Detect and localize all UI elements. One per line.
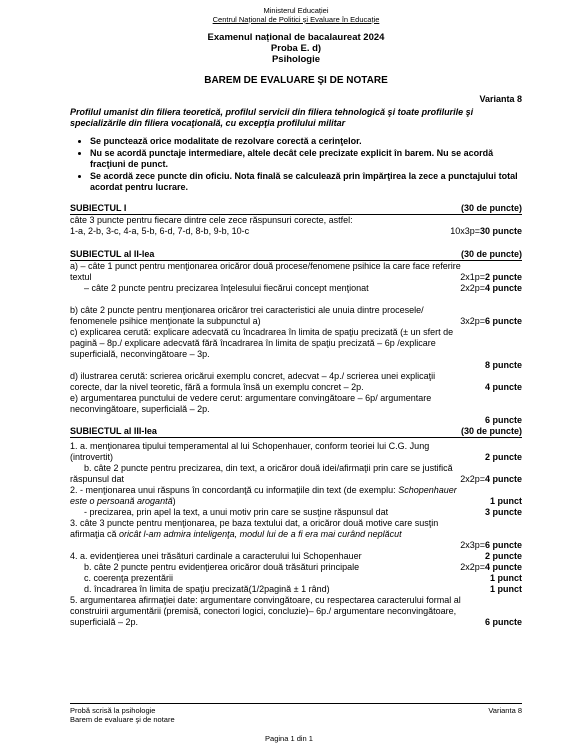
s3-q4d-row bbox=[70, 584, 522, 595]
s3-q1a-row bbox=[70, 452, 522, 463]
footer-left-2: Barem de evaluare şi de notare bbox=[70, 715, 175, 724]
s3-q4a: 4. a. evidenţierea unei trăsături cardinale a caracterului lui Schopenhauer bbox=[70, 551, 362, 561]
s3-q4b: b. câte 2 puncte pentru evidenţierea oricăror două trăsături principale bbox=[84, 562, 360, 572]
score: 6 puncte bbox=[484, 316, 522, 326]
s3-q5c: superficială – 2p. bbox=[70, 617, 139, 627]
varianta-label: Varianta 8 bbox=[479, 94, 522, 104]
s2-d-row bbox=[70, 382, 522, 393]
score-prefix: 2x3p= bbox=[460, 540, 485, 550]
s2-b2: fenomenele psihice menţionate la subpunctul a) bbox=[70, 316, 261, 326]
s3-q2a2-end: ) bbox=[172, 496, 176, 506]
s2-a1: a) – câte 1 punct pentru menţionarea oricăror două procese/fenomene psihice la care face referire bbox=[70, 261, 461, 271]
score: 2 puncte bbox=[484, 452, 522, 462]
s3-q1b2: răspunsul dat bbox=[70, 474, 125, 484]
s2-d2: corecte, dar la nivel teoretic, fără a formula însă un exemplu concret – 2p. bbox=[70, 382, 364, 392]
subject-title: Psihologie bbox=[271, 54, 321, 65]
section-1-heading bbox=[70, 203, 522, 215]
score-prefix: 10x3p= bbox=[450, 226, 480, 236]
s2-e2: neconvingătoare, superficială – 2p. bbox=[70, 404, 210, 414]
s2-a1b: textul bbox=[70, 272, 92, 282]
exam-title: Examenul național de bacalaureat 2024 bbox=[207, 32, 385, 43]
s2-d1: d) ilustrarea cerută: scrierea oricărui exemplu concret, adecvat – 4p./ scrierea unei explicaţii bbox=[70, 371, 436, 381]
s3-q2a-example: Schopenhauer bbox=[398, 485, 457, 495]
s3-q3b bbox=[70, 529, 522, 540]
s2-c1: c) explicarea cerută: explicare adecvată cu încadrarea în limita de spaţiu precizată (± un sfert de bbox=[70, 327, 454, 337]
score: 2 puncte bbox=[484, 272, 522, 282]
score: 6 puncte bbox=[484, 540, 522, 550]
s3-q3-score-row bbox=[70, 540, 522, 551]
profil-text: Profilul umanist din filiera teoretică, profilul servicii din filiera tehnologică şi toate profilurile şi specializările din filiera vocaţională, cu excepţia profilului militar bbox=[70, 107, 474, 128]
s3-q2a-row bbox=[70, 496, 522, 507]
section-title: SUBIECTUL I bbox=[70, 203, 127, 213]
score: 1 punct bbox=[489, 496, 522, 506]
section-points: (30 de puncte) bbox=[460, 249, 522, 259]
s3-q3b-text: afirmaţia că bbox=[70, 529, 120, 539]
score: 6 puncte bbox=[484, 415, 522, 425]
score: 2 puncte bbox=[484, 551, 522, 561]
s3-q2b: - precizarea, prin apel la text, a unui motiv prin care se susţine răspunsul dat bbox=[84, 507, 389, 517]
document-page bbox=[70, 6, 522, 628]
instruction-item: • Se acordă zece puncte din oficiu. Nota finală se calculează prin împărţirea la zece a punctajului total acordat pentru lucrare. bbox=[90, 171, 522, 193]
footer-row bbox=[70, 706, 522, 715]
s3-q4c: c. coerenţa prezentării bbox=[84, 573, 174, 583]
score: 4 puncte bbox=[484, 382, 522, 392]
score-prefix: 2x1p= bbox=[460, 272, 485, 282]
instruction-item: • Nu se acordă punctaje intermediare, altele decât cele precizate explicit în barem. Nu se acordă fracţiuni de punct. bbox=[90, 148, 522, 170]
s2-a2-row bbox=[70, 283, 522, 294]
proba-title: Proba E. d) bbox=[270, 43, 322, 54]
s3-q3a: 3. câte 3 puncte pentru menţionarea, pe baza textului dat, a oricăror două motive care susţin bbox=[70, 518, 439, 528]
s3-q3b-quote: oricât l-am admira inteligenţa, modul lui de a fi era mai curând neplăcut bbox=[119, 529, 402, 539]
s3-q4d: d. încadrarea în limita de spaţiu precizată(1/2pagină ± 1 rând) bbox=[84, 584, 330, 594]
s3-q2a2: este o persoană arogantă bbox=[70, 496, 173, 506]
score: 30 puncte bbox=[479, 226, 522, 236]
page-footer bbox=[70, 703, 522, 724]
instructions-list bbox=[70, 136, 522, 193]
s3-q5b: construirii argumentării (premisă, conectori logici, concluzie)– 6p./ argumentare neconvingătoare, bbox=[70, 606, 457, 616]
score: 1 punct bbox=[489, 573, 522, 583]
footer-variant: Varianta 8 bbox=[488, 706, 522, 715]
s2-a2: – câte 2 puncte pentru precizarea înţelesului fiecărui concept menţionat bbox=[84, 283, 369, 293]
s3-q2a bbox=[70, 485, 522, 496]
s2-e1: e) argumentarea punctului de vedere cerut: argumentare convingătoare – 6p/ argumentare bbox=[70, 393, 432, 403]
score: 4 puncte bbox=[484, 283, 522, 293]
s3-q4b-row bbox=[70, 562, 522, 573]
s2-c2: pagină – 8p./ explicare adecvată fără încadrarea în limita de spaţiu precizată – 6p /explicare bbox=[70, 338, 436, 348]
instruction-item: • Se punctează orice modalitate de rezolvare corectă a cerinţelor. bbox=[90, 136, 522, 147]
s3-q1a2: (introvertit) bbox=[70, 452, 114, 462]
score-prefix: 3x2p= bbox=[460, 316, 485, 326]
s3-q1a: 1. a. menţionarea tipului temperamental al lui Schopenhauer, conform teoriei lui C.G. Jung bbox=[70, 441, 430, 451]
section-2-heading bbox=[70, 249, 522, 261]
footer-left-1: Probă scrisă la psihologie bbox=[70, 706, 156, 715]
s3-q4c-row bbox=[70, 573, 522, 584]
s3-q4a-row bbox=[70, 551, 522, 562]
section-points: (30 de puncte) bbox=[460, 426, 522, 436]
s3-q1b: b. câte 2 puncte pentru precizarea, din text, a oricăror două idei/afirmaţii prin care se justifică bbox=[84, 463, 453, 473]
s1-answers-row bbox=[70, 226, 522, 237]
section-title: SUBIECTUL al III-lea bbox=[70, 426, 157, 436]
s3-q5a: 5. argumentarea afirmaţiei date: argumentare convingătoare, cu respectarea caracterului formal al bbox=[70, 595, 461, 605]
s3-q2a-text: 2. - menţionarea unui răspuns în concordanţă cu informaţiile din text (de exemplu: bbox=[70, 485, 399, 495]
s3-q1b-row bbox=[70, 474, 522, 485]
s3-q2b-row bbox=[70, 507, 522, 518]
section-title: SUBIECTUL al II-lea bbox=[70, 249, 155, 259]
s1-answers: 1-a, 2-b, 3-c, 4-a, 5-b, 6-d, 7-d, 8-b, 9-b, 10-c bbox=[70, 226, 250, 236]
barem-title: BAREM DE EVALUARE ŞI DE NOTARE bbox=[204, 75, 388, 86]
score: 4 puncte bbox=[484, 562, 522, 572]
s2-b1: b) câte 2 puncte pentru menţionarea oricăror trei caracteristici ale unuia dintre procesele/ bbox=[70, 305, 424, 315]
score: 6 puncte bbox=[484, 617, 522, 627]
score: 4 puncte bbox=[484, 474, 522, 484]
score: 3 puncte bbox=[484, 507, 522, 517]
score-prefix: 2x2p= bbox=[460, 474, 485, 484]
s3-q5-row bbox=[70, 617, 522, 628]
section-3-heading bbox=[70, 426, 522, 438]
s2-a1-row bbox=[70, 272, 522, 283]
score: 8 puncte bbox=[484, 360, 522, 370]
page-number: Pagina 1 din 1 bbox=[265, 734, 313, 743]
s2-b-row bbox=[70, 316, 522, 327]
s1-line1: câte 3 puncte pentru fiecare dintre cele zece răspunsuri corecte, astfel: bbox=[70, 215, 353, 225]
s2-c3: superficială, neconvingătoare – 3p. bbox=[70, 349, 210, 359]
score-prefix: 2x2p= bbox=[460, 283, 485, 293]
score: 1 punct bbox=[489, 584, 522, 594]
score-prefix: 2x2p= bbox=[460, 562, 485, 572]
ministry-header: Ministerul Educației bbox=[263, 6, 329, 15]
section-points: (30 de puncte) bbox=[460, 203, 522, 213]
center-header: Centrul Național de Politici și Evaluare în Educație bbox=[212, 15, 380, 24]
